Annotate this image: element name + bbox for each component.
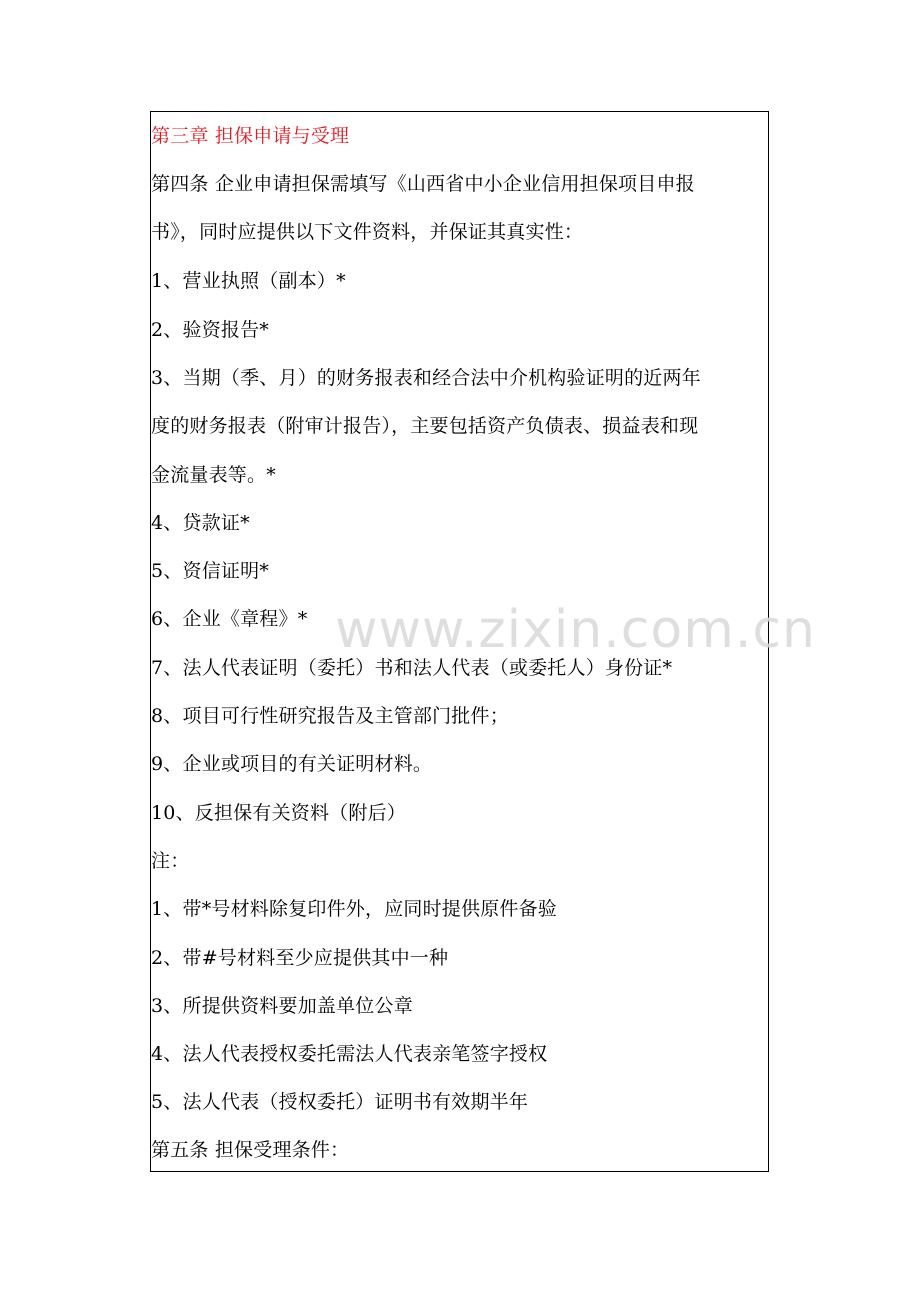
item-6: 6、企业《章程》* xyxy=(151,608,308,630)
item-5: 5、资信证明* xyxy=(151,560,269,582)
chapter-title: 第三章 担保申请与受理 xyxy=(151,125,350,147)
item-9: 9、企业或项目的有关证明材料。 xyxy=(151,753,433,775)
item-4: 4、贷款证* xyxy=(151,512,250,534)
article-4-line-1: 第四条 企业申请担保需填写《山西省中小企业信用担保项目申报 xyxy=(151,173,695,195)
article-5-heading: 第五条 担保受理条件： xyxy=(151,1139,350,1161)
item-3-line-3: 金流量表等。* xyxy=(151,464,276,486)
item-1: 1、营业执照（副本）* xyxy=(151,270,346,292)
note-1: 1、带*号材料除复印件外，应同时提供原件备验 xyxy=(151,898,557,920)
item-2: 2、验资报告* xyxy=(151,319,269,341)
note-2: 2、带#号材料至少应提供其中一种 xyxy=(151,947,449,969)
article-4-line-2: 书》，同时应提供以下文件资料，并保证其真实性： xyxy=(151,221,584,243)
note-4: 4、法人代表授权委托需法人代表亲笔签字授权 xyxy=(151,1043,548,1065)
note-heading: 注： xyxy=(151,850,190,872)
item-3-line-1: 3、当期（季、月）的财务报表和经合法中介机构验证明的近两年 xyxy=(151,367,701,389)
note-5: 5、法人代表（授权委托）证明书有效期半年 xyxy=(151,1091,529,1113)
item-8: 8、项目可行性研究报告及主管部门批件； xyxy=(151,705,509,727)
item-7: 7、法人代表证明（委托）书和法人代表（或委托人）身份证* xyxy=(151,657,673,679)
item-3-line-2: 度的财务报表（附审计报告），主要包括资产负债表、损益表和现 xyxy=(151,415,699,437)
item-10: 10、反担保有关资料（附后） xyxy=(151,802,406,824)
watermark-text: www.zixin.com.cn xyxy=(335,600,816,660)
note-3: 3、所提供资料要加盖单位公章 xyxy=(151,995,413,1017)
